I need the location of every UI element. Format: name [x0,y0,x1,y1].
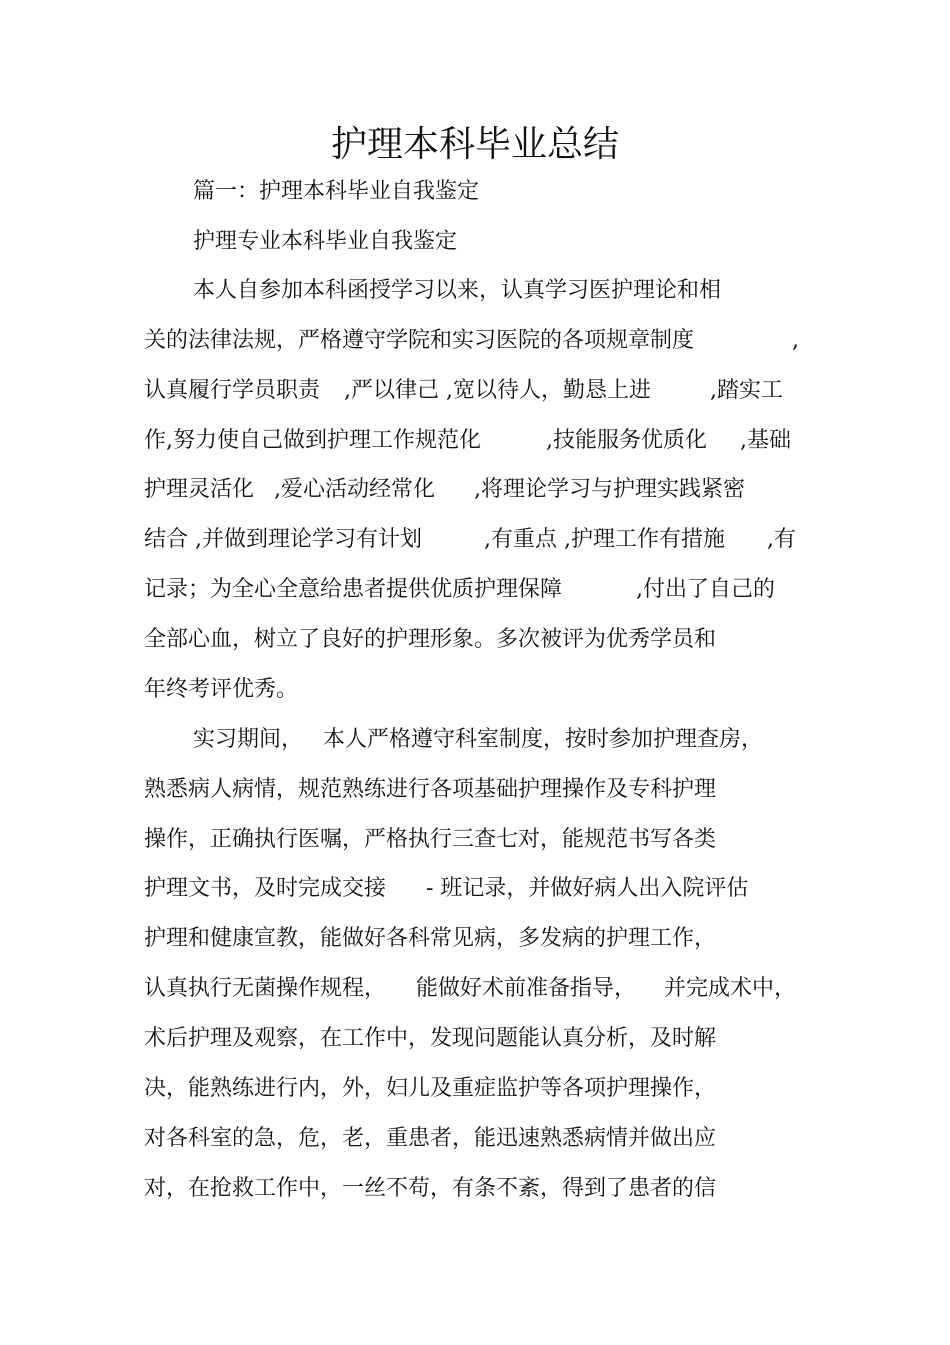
text-segment: 护理灵活化 [144,477,255,502]
paragraph2-line: 决，能熟练进行内，外，妇儿及重症监护等各项护理操作， [144,1076,717,1101]
paragraph1-line [144,525,814,555]
text-segment: 记录；为全心全意给患者提供优质护理保障 [144,577,563,602]
subheading: 护理专业本科毕业自我鉴定 [193,229,458,254]
text-segment: - 班记录，并做好病人出入院评估 [426,876,749,901]
text-segment: 本人严格遵守科室制度，按时参加护理查房， [323,727,764,752]
text-segment: ,踏实工 [710,378,783,403]
text-segment: 能做好术前准备指导， [416,976,637,1001]
paragraph1-line [144,575,814,605]
text-segment: ,有重点 ,护理工作有措施 [484,527,725,552]
text-segment: ,基础 [740,428,791,453]
paragraph1-line: 本人自参加本科函授学习以来，认真学习医护理论和相 [193,278,722,303]
document-title: 护理本科毕业总结 [330,124,619,165]
text-segment: 结合 ,并做到理论学习有计划 [144,527,422,552]
paragraph1-line [144,376,814,406]
paragraph1-line: 年终考评优秀。 [144,677,299,702]
text-segment: ,有 [767,527,796,552]
paragraph2-line: 操作，正确执行医嘱，严格执行三查七对，能规范书写各类 [144,827,717,852]
paragraph2-line: 护理和健康宣教，能做好各科常见病，多发病的护理工作， [144,926,717,951]
text-segment: 认真履行学员职责 [144,378,321,403]
paragraph2-line: 熟悉病人病情，规范熟练进行各项基础护理操作及专科护理 [144,777,717,802]
paragraph2-line: 对，在抢救工作中，一丝不苟，有条不紊，得到了患者的信 [144,1176,717,1201]
text-segment: 认真执行无菌操作规程， [144,976,387,1001]
section-heading: 篇一：护理本科毕业自我鉴定 [193,179,480,204]
paragraph1-line [144,426,814,456]
paragraph2-line: 对各科室的急，危，老，重患者，能迅速熟悉病情并做出应 [144,1126,717,1151]
paragraph1-line [144,326,814,356]
paragraph2-line [144,974,814,1004]
text-segment: 并完成术中， [664,976,797,1001]
text-segment: ,付出了自己的 [636,577,775,602]
paragraph2-line [144,874,814,904]
text-segment: ,将理论学习与护理实践紧密 [474,477,745,502]
text-segment: 作,努力使自己做到护理工作规范化 [144,428,481,453]
text-segment: 关的法律法规，严格遵守学院和实习医院的各项规章制度 [144,328,695,353]
text-segment: 实习期间， [193,727,304,752]
text-segment: ,爱心活动经常化 [274,477,435,502]
paragraph2-line [193,725,793,755]
paragraph2-line: 术后护理及观察，在工作中，发现问题能认真分析，及时解 [144,1026,717,1051]
text-segment: ,严以律己 ,宽以待人，勤恳上进 [344,378,651,403]
text-segment: , [792,328,799,353]
text-segment: 护理文书，及时完成交接 [144,876,387,901]
paragraph1-line [144,475,814,505]
text-segment: ,技能服务优质化 [546,428,707,453]
paragraph1-line: 全部心血，树立了良好的护理形象。多次被评为优秀学员和 [144,627,717,652]
